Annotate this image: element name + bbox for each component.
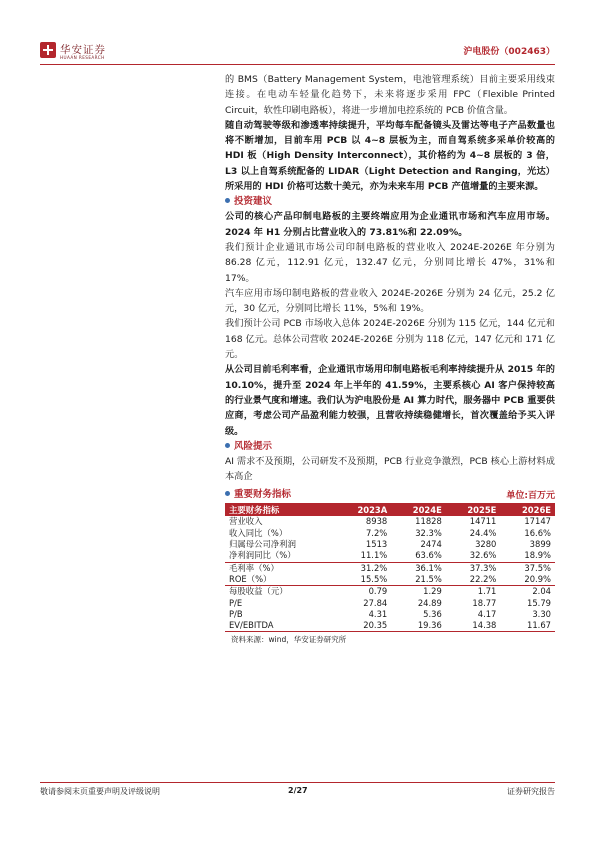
table-cell: 2.04 <box>532 586 551 597</box>
table-cell: ROE（%） <box>225 574 336 586</box>
page-footer <box>40 786 555 798</box>
unit-label: 单位:百万元 <box>506 491 555 502</box>
main-content <box>225 72 555 645</box>
table-header-row <box>225 503 555 516</box>
table-cell: 收入同比（%） <box>229 527 288 538</box>
table-cell: 8938 <box>365 516 388 527</box>
table-cell: 24.4% <box>469 527 497 538</box>
table-cell: 5.36 <box>423 608 442 619</box>
table-cell: 21.5% <box>391 574 446 586</box>
section-invest <box>225 195 555 209</box>
financial-table <box>225 503 555 632</box>
table-cell: 11828 <box>415 516 442 527</box>
paragraph-autodrive: 随自动驾驶等级和渗透率持续提升，平均每车配备镜头及雷达等电子产品数量也将不断增加，目前车用 PCB 以 4~8 层板为主，而自驾系统多采单价较高的 HDI 板（High Density Interconnect），其价格约为 4~8 层板的 3 倍，L3 以上自驾系统配备的 LIDAR（Light Detection and Ranging，光达）所采用的 HDI 价格可达数十美元，亦为未来车用 PCB 产值增量的主要来源。 <box>225 119 555 193</box>
table-source: 资料来源：wind，华安证券研究所 <box>231 635 347 645</box>
table-cell: 1513 <box>365 539 388 550</box>
table-cell: 营业收入 <box>229 516 263 527</box>
table-cell: 11.67 <box>500 620 555 632</box>
table-row <box>225 516 555 527</box>
table-header-cell: 2026E <box>500 503 555 516</box>
section-financial <box>225 488 291 502</box>
invest-paragraph: 汽车应用市场印制电路板的营业收入 2024E-2026E 分别为 24 亿元，25.2 亿元，30 亿元，分别同比增长 11%，5%和 19%。 <box>225 287 555 315</box>
table-cell: 3280 <box>475 539 497 550</box>
risk-paragraph: AI 需求不及预期，公司研发不及预期，PCB 行业竞争激烈，PCB 核心上游材料成本高企 <box>225 455 555 483</box>
table-cell: 3.30 <box>532 608 551 619</box>
table-cell: 1.29 <box>423 586 442 597</box>
footer-report-type: 证券研究报告 <box>507 787 555 796</box>
table-cell: 37.5% <box>524 562 551 573</box>
table-cell: P/B <box>229 608 243 619</box>
table-cell: 36.1% <box>415 562 442 573</box>
paragraph-bms: 的 BMS（Battery Management System，电池管理系统）目前主要采用线束连接。在电动车轻量化趋势下，未来将逐步采用 FPC（Flexible Printed Circuit，软性印刷电路板），将进一步增加电控系统的 PCB 价值含量。 <box>225 74 555 116</box>
financial-header <box>225 487 555 502</box>
invest-paragraph: 公司的核心产品印制电路板的主要终端应用为企业通讯市场和汽车应用市场。2024 年 H1 分别占比营业收入的 73.81%和 22.09%。 <box>225 211 555 238</box>
page-number: 2/27 <box>288 786 308 795</box>
table-cell: 15.5% <box>336 574 392 586</box>
table-row <box>225 620 555 632</box>
table-cell: 每股收益（元） <box>229 586 288 597</box>
table-cell: 16.6% <box>524 527 551 538</box>
table-cell: 63.6% <box>391 550 446 562</box>
invest-paragraph: 我们预计企业通讯市场公司印制电路板的营业收入 2024E-2026E 年分别为 86.28 亿元，112.91 亿元，132.47 亿元，分别同比增长 47%，31%和 17%。 <box>225 241 555 284</box>
table-cell: 22.2% <box>446 574 501 586</box>
table-cell: 19.36 <box>391 620 446 632</box>
table-header-cell: 主要财务指标 <box>225 503 336 516</box>
table-cell: 18.9% <box>500 550 555 562</box>
section-invest-title: 投资建议 <box>234 196 273 208</box>
table-cell: 24.89 <box>417 597 442 608</box>
table-cell: 15.79 <box>527 597 551 608</box>
table-row <box>225 586 555 598</box>
logo-english: HUAAN RESEARCH <box>60 55 105 60</box>
table-header-cell: 2024E <box>391 503 446 516</box>
section-financial-title: 重要财务指标 <box>234 489 292 501</box>
table-header-cell: 2023A <box>336 503 392 516</box>
table-row <box>225 550 555 562</box>
table-cell: 11.1% <box>336 550 392 562</box>
invest-paragraph: 我们预计公司 PCB 市场收入总体 2024E-2026E 分别为 115 亿元，144 亿元和 168 亿元。总体公司营收 2024E-2026E 分别为 118 亿元，147 亿元和 171 亿元。 <box>225 318 555 361</box>
section-risk <box>225 440 555 454</box>
table-cell: 37.3% <box>469 562 497 573</box>
bullet-icon <box>225 443 230 448</box>
table-cell: 1.71 <box>477 586 497 597</box>
table-row <box>225 562 555 574</box>
header-divider <box>40 64 555 65</box>
footer-divider <box>40 782 555 783</box>
table-cell: 18.77 <box>472 597 497 608</box>
table-row <box>225 598 555 609</box>
table-cell: 32.6% <box>446 550 501 562</box>
table-cell: 归属母公司净利润 <box>229 539 296 550</box>
table-cell: EV/EBITDA <box>225 620 336 632</box>
bullet-icon <box>225 198 230 203</box>
table-cell: 32.3% <box>415 527 442 538</box>
section-risk-title: 风险提示 <box>234 440 273 452</box>
table-row <box>225 609 555 620</box>
table-cell: P/E <box>229 597 243 608</box>
footer-disclaimer: 敬请参阅末页重要声明及评级说明 <box>40 787 160 796</box>
table-row <box>225 528 555 539</box>
huaan-logo-icon <box>40 42 56 58</box>
table-header-cell: 2025E <box>446 503 501 516</box>
table-row <box>225 574 555 586</box>
page-header <box>40 42 555 64</box>
table-cell: 20.35 <box>336 620 392 632</box>
table-cell: 3899 <box>529 539 551 550</box>
table-cell: 净利润同比（%） <box>225 550 336 562</box>
logo-name: 华安证券 <box>60 44 106 56</box>
table-cell: 毛利率（%） <box>229 562 279 573</box>
table-cell: 31.2% <box>360 562 388 573</box>
table-row <box>225 539 555 550</box>
table-cell: 17147 <box>524 516 551 527</box>
table-cell: 27.84 <box>363 597 388 608</box>
table-cell: 2474 <box>420 539 442 550</box>
invest-paragraph: 从公司目前毛利率看，企业通讯市场用印制电路板毛利率持续提升从 2015 年的 10.10%，提升至 2024 年上半年的 41.59%，主要系核心 AI 客户保持较高的行业景气度和增速。我们认为沪电股份是 AI 算力时代，服务器中 PCB 重要供应商，考虑公司产品盈利能力较强，且营收持续稳健增长，首次覆盖给予买入评级。 <box>225 364 555 437</box>
table-cell: 4.31 <box>368 608 388 619</box>
table-cell: 14.38 <box>446 620 501 632</box>
table-cell: 4.17 <box>477 608 497 619</box>
table-cell: 0.79 <box>368 586 388 597</box>
company-title: 沪电股份（002463） <box>463 47 555 57</box>
bullet-icon <box>225 491 230 496</box>
table-cell: 7.2% <box>365 527 388 538</box>
table-cell: 20.9% <box>500 574 555 586</box>
table-cell: 14711 <box>469 516 497 527</box>
